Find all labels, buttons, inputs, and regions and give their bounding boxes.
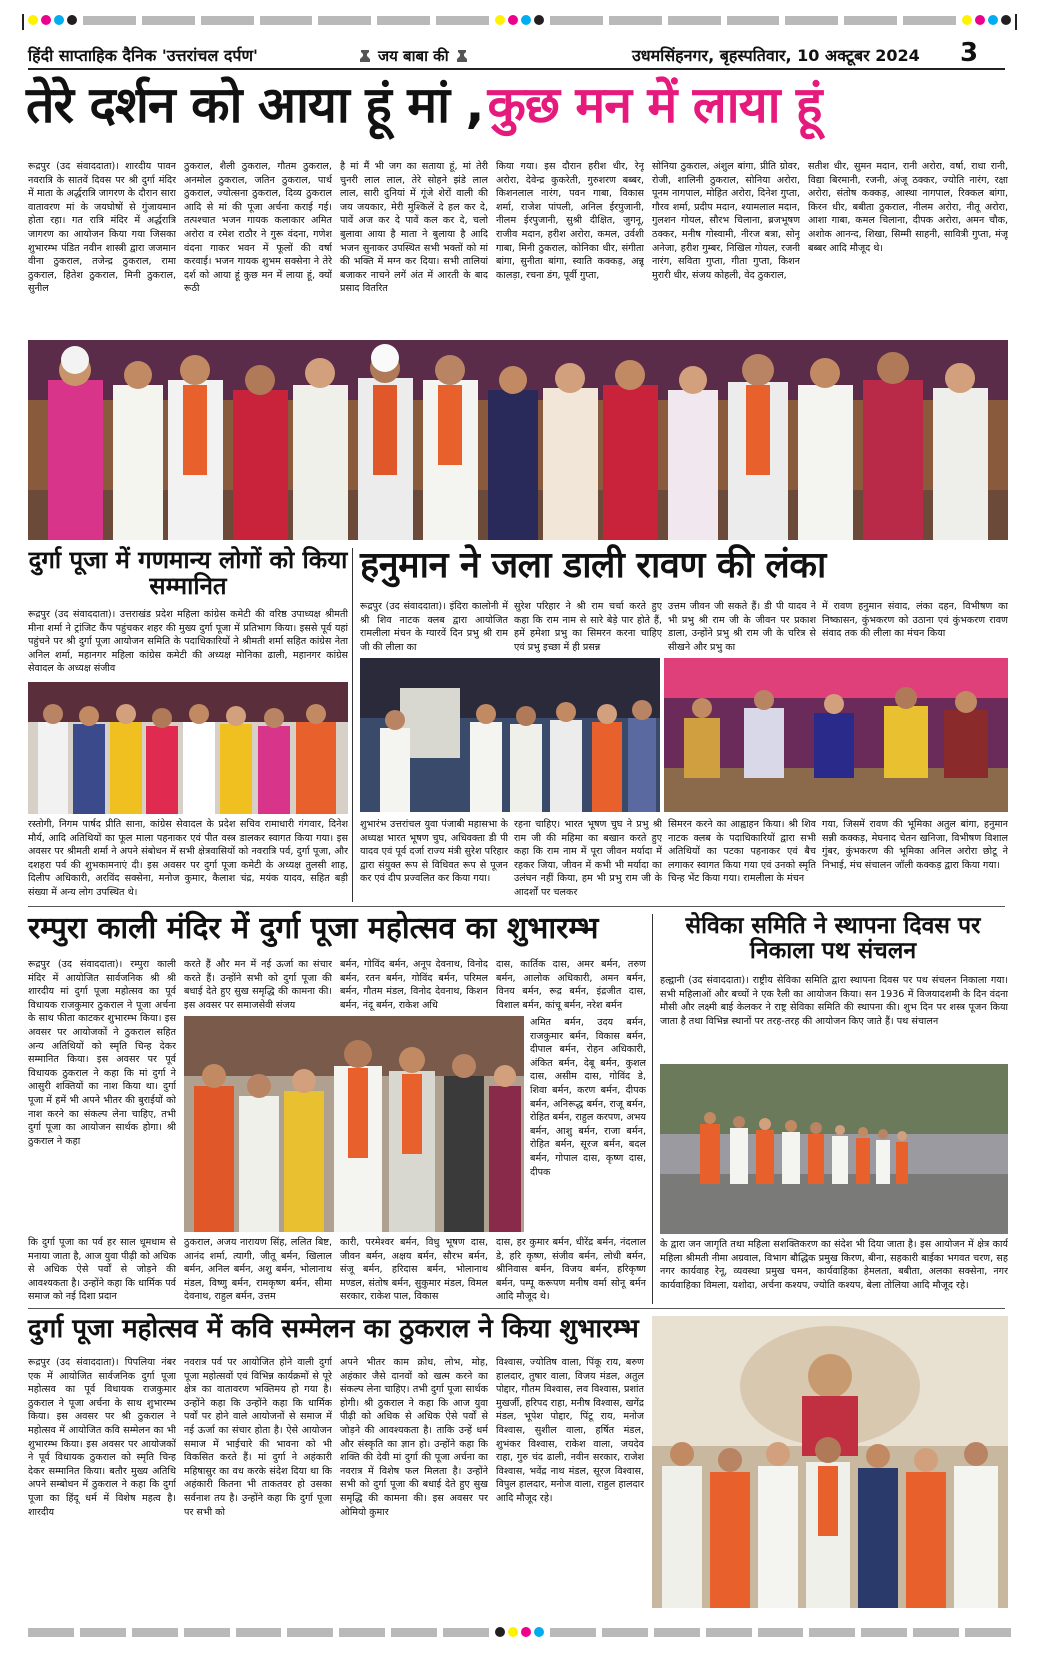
story6-headline: दुर्गा पूजा महोत्सव में कवि सम्मेलन का ठुकराल ने किया शुभारम्भ	[28, 1314, 639, 1344]
story4-column-2: करते हैं और मन में नई ऊर्जा का संचार करते हैं। उन्होंने सभी को दुर्गा पूजा की बधाई देते हुए सुख समृद्धि की कामना की। इस अवसर पर समाजसेवी संजय	[184, 959, 332, 1011]
story5-headline: सेविका समिति ने स्थापना दिवस पर निकाला पथ संचलन	[685, 913, 981, 964]
story4-headline: रम्पुरा काली मंदिर में दुर्गा पूजा महोत्सव का शुभारम्भ	[28, 911, 599, 946]
story4-column-3: बर्मन, गोविंद बर्मन, अनूप देवनाथ, विनोद बर्मन, रतन बर्मन, गोविंद बर्मन, परिमल बर्मन, गौतम मंडल, विनोद देवनाथ, किशन बर्मन, नंदू बर्मन, राकेश अधि	[340, 959, 488, 1011]
path-sanchalan-rally-photo	[660, 1064, 1008, 1234]
story1-column-5: सोनिया ठुकराल, अंशुल बांगा, प्रीति ग्रोवर, रोजी, शालिनी ठुकराल, सोनिया अरोरा, पूनम नागपाल, मोहित अरोरा, दिनेश गुप्ता, गौरव शर्मा, प्रदीप मदान, श्यामलाल मदान, गुलशन गोयल, सौरभ चिलाना, ब्रजभूषण ठक्कर, मनीष गोस्वामी, नीरज बत्रा, सोनू अनेजा, हरीश गुम्बर, निखिल गोयल, रजनी नारंग, सविता गुप्ता, गीता गुप्ता, किशन मुरारी धीर, संजय कोहली, वेद ठुकराल,	[652, 161, 800, 281]
story6-column-4: विश्वास, ज्योतिष वाला, पिंकू राय, बरुण हालदार, तुषार वाला, विजय मंडल, अतुल पोद्दार, गौतम विश्वास, लव विश्वास, प्रशांत मुखर्जी, हरिपद राहा, मनीष विश्वास, खगेंद्र मंडल, भूपेश पोद्दार, पिंटू राय, मनोज विश्वास, सुशील वाला, हर्षित मंडल, शुभंकर विश्वास, राकेश वाला, जयदेव राहा, गुरु चंद ढाली, नवीन सरकार, राजेश विश्वास, भवेंद्र नाथ मंडल, सूरज विश्वास, विपुल हालदार, मनोज वाला, राहुल हालदार आदि मौजूद रहे।	[496, 1357, 644, 1504]
kavi-sammelan-photo	[652, 1316, 1008, 1608]
story3-column-1: रूद्रपुर (उद संवाददाता)। इंदिरा कालोनी में श्री शिव नाटक क्लब द्वारा आयोजित रामलीला मंचन के ग्यारवें दिन प्रभु श्री राम जी की लीला का	[360, 601, 508, 653]
story1-headline-part2: कुछ मन में लाया हूं	[487, 76, 822, 134]
motto-text: जय बाबा की	[378, 47, 449, 65]
urn-icon	[358, 48, 372, 64]
story6-column-3: अपने भीतर काम क्रोध, लोभ, मोह, अहंकार जैसे दानवों को खत्म करने का संकल्प लेना चाहिए। तभी दुर्गा पूजा सार्थक होगी। श्री ठुकराल ने कहा कि आज युवा पीढ़ी को अधिक से अधिक ऐसे पर्वों से जोड़ने की आवश्यकता है। ताकि उन्हें धर्म और संस्कृति का ज्ञान हो। उन्होंने कहा कि शक्ति की देवी मां दुर्गा की पूजा अर्चना का नवरात्र में विशेष फल मिलता है। उन्होंने सभी को दुर्गा पूजा की बधाई देते हुए सुख समृद्धि की कामना की। इस अवसर पर ओमियो कुमार	[340, 1357, 488, 1518]
story4-lower-column-1: कि दुर्गा पूजा का पर्व हर साल धूमधाम से मनाया जाता है, आज युवा पीढ़ी को अधिक से अधिक ऐसे पर्वों से जोड़ने की आवश्यकता है। उन्होंने कहा कि धार्मिक पर्व समाज को नई दिशा प्रदान	[28, 1237, 176, 1303]
color-registration-bar-top	[28, 14, 1011, 26]
story1-column-4: किया गया। इस दौरान हरीश धीर, रेनू अरोरा, देवेन्द्र कुकरेती, गुरुशरण बब्बर, किशनलाल नारंग, पवन गाबा, विकास शर्मा, राजेश पांपली, अनिल ईरपुजानी, नीलम ईरपुजानी, सुश्री दीक्षित, जुगनू, राजीव मदान, हरीश अरोरा, कमल, उर्वशी गाबा, मिनी ठुकराल, कोनिका धीर, संगीता बांगा, सुनीता बांगा, स्वाति कक्कड़, अन्नू कालड़ा, रचना डंग, पूर्वी गुप्ता,	[496, 161, 644, 281]
story1-column-1: रूद्रपुर (उद संवाददाता)। शारदीय पावन नवरात्रि के सातवें दिवस पर श्री दुर्गा मंदिर में माता के अर्द्धरात्रि जागरण के दौरान सारा वातावरण मां के जयघोषों से गुंजायमान होता रहा। गत रात्रि मंदिर में अर्द्धरात्रि जागरण का आयोजन किया गया जिसका शुभारम्भ पंडित नवीन शास्त्री द्वारा जजमान वीना ठुकराल, तजेन्द्र ठुकराल, रामा ठुकराल, हितेश ठुकराल, मिनी ठुकराल, सुनील	[28, 161, 176, 295]
jagran-group-photo	[28, 340, 1008, 540]
story2-body: रस्तोगी, निगम पार्षद प्रीति साना, कांग्रेस सेवादल के प्रदेश सचिव रामाधारी गंगवार, दिनेश मौर्य, आदि अतिथियों का फूल माला पहनाकर एवं पीत वस्त्र डालकर स्वागत किया गया। इस अवसर पर श्रीमती शर्मा ने अपने संबोधन में सभी क्षेत्रवासियों को नवरात्रि पर्व, दुर्गा पूजा, और दशहरा पर्व की शुभकामनाएं दी। इस अवसर पर दुर्गा पूजा कमेटी के अध्यक्ष तुलसी शाह, दिलीप अधिकारी, अरविंद सक्सेना, मनोज कुमार, कैलाश चंद्र, मयंक यादव, सहित बड़ी संख्या में अन्य लोग उपस्थित थे।	[28, 819, 348, 898]
story6-column-1: रूद्रपुर (उद संवाददाता)। पिपलिया नंबर एक में आयोजित सार्वजनिक दुर्गा पूजा महोत्सव का पूर्व विधायक राजकुमार ठुकराल ने पूजा अर्चना के साथ शुभारम्भ किया। इस अवसर पर श्री ठुकराल ने महोत्सव में आयोजित कवि सम्मेलन का भी शुभारम्भ किया। इस अवसर पर आयोजकों ने पूर्व विधायक ठुकराल को स्मृति चिन्ह देकर सम्मानित किया। बतौर मुख्य अतिथि अपने सम्बोधन में ठुकराल ने कहा कि दुर्गा पूजा का हिंदू धर्म में विशेष महत्व है। शारदीय	[28, 1357, 176, 1518]
ramlila-guests-photo	[360, 658, 660, 812]
crop-mark	[1015, 14, 1031, 30]
urn-icon	[455, 48, 469, 64]
story3-column-2: सुरेश परिहार ने श्री राम चर्चा करते हुए कहा कि राम नाम से सारे बेड़े पार होते हैं, हमें हमेशा प्रभु का सिमरन करना चाहिए एवं प्रभु इच्छा में ही प्रसन्न	[514, 601, 662, 653]
story1-column-3: है मां मैं भी जग का सताया हूं, मां तेरी चुनरी लाल लाल, तेरे सोहने झंडे लाल लाल, सारी दुनियां में गूंजे शेरों वाली की जय जयकार, मेरी मुश्किलें दे हल कर दे, पावें अज कर दे पावें कल कर दे, चलो बुलावा आया है माता ने बुलाया है आदि भजन सुनाकर उपस्थित सभी भक्तों को मां की भक्ति में मग्न कर दिया। सभी तालियां बजाकर नाचने लगें अंत में आरती के बाद प्रसाद वितरित	[340, 161, 488, 295]
section-rule	[28, 906, 1005, 907]
story3-headline: हनुमान ने जला डाली रावण की लंका	[360, 545, 826, 586]
story3-lower-column-2: रहना चाहिए। भारत भूषण चुघ ने प्रभु श्री राम जी की महिमा का बखान करते हुए कहा कि राम नाम में पूरा जीवन मर्यादा में रहकर जिया, जीवन में कभी भी मर्यादा का उलंघन नहीं किया, हम भी प्रभु राम जी के आदर्शों पर चलकर	[514, 819, 662, 898]
column-rule	[352, 548, 353, 902]
column-rule	[652, 914, 653, 1304]
kali-temple-inauguration-photo	[184, 1016, 524, 1232]
story3-lower-column-4: गया, जिसमें रावण की भूमिका अतुल बांगा, हनुमान सन्नी कक्कड़, मेघनाद चेतन खनिजा, विभीषण विशाल गुंबर, कुंभकरण की भूमिका अनिल अरोरा छोटू ने निभाई, मंच संचालन जॉली कक्कड़ द्वारा किया गया।	[822, 819, 1008, 871]
story2-intro: रूद्रपुर (उद संवाददाता)। उत्तराखंड प्रदेश महिला कांग्रेस कमेटी की वरिष्ठ उपाध्यक्ष श्रीमती मीना शर्मा ने ट्रांजिट कैंप पहुंचकर शहर की मुख्य दुर्गा पूजा में प्रतिभाग किया। इससे पूर्व यहां पहुंचने पर श्री दुर्गा पूजा आयोजन समिति के पदाधिकारियों ने श्रीमती शर्मा सहित कांग्रेस नेता अनिल शर्मा, महानगर महिला कांग्रेस कमेटी की अध्यक्ष मोनिका ढाली, महानगर कांग्रेस सेवादल के अध्यक्ष संजीव	[28, 609, 348, 675]
story5-top-text: हल्द्वानी (उद संवाददाता)। राष्ट्रीय सेविका समिति द्वारा स्थापना दिवस पर पथ संचलन निकाला गया। सभी महिलाओं और बच्चों ने एक रैली का आयोजन किया। सन 1936 में विजयादशमी के दिन वंदना मौसी और लक्ष्मी बाई केलकर ने राष्ट्र सेविका समिति की स्थापना की। शुभ दिन पर शस्त्र पूजन किया जाता है तथा विभिन्न स्थानों पर तरह-तरह की आयोजन किए जाते हैं। पथ संचालन	[660, 975, 1008, 1027]
color-registration-bar-bottom	[28, 1626, 1011, 1638]
story3-column-4: में रावण हनुमान संवाद, लंका दहन, विभीषण का निष्कासन, कुंभकरण को उठाना एवं कुंभकरण रावण संवाद तक की लीला का मंचन किया	[822, 601, 1008, 640]
story4-lower-column-2: ठुकराल, अजय नारायण सिंह, ललित बिष्ट, आनंद शर्मा, त्यागी, जीतू बर्मन, खिलाल बर्मन, अनिल बर्मन, अशु बर्मन, भोलानाथ मंडल, विष्णु बर्मन, रामकृष्ण बर्मन, सीमा देवनाथ, राहुल बर्मन, उत्तम	[184, 1237, 332, 1303]
story2-headline: दुर्गा पूजा में गणमान्य लोगों को किया सम्मानित	[28, 546, 348, 600]
story1-column-6: सतीश धीर, सुमन मदान, रानी अरोरा, वर्षा, राधा रानी, विद्या बिरमानी, रजनी, अंजू ठक्कर, ज्योति नारंग, रक्षा अरोरा, संतोष कक्कड़, आस्था नागपाल, रिक्कल बांगा, किरन धीर, बबीता ठुकराल, नीलम अरोरा, नीतू अरोरा, आशा गाबा, कमल चिलाना, दीपक अरोरा, अमन चौक, अशोक आनन्द, शिखा, सिम्मी साहनी, सावित्री गुप्ता, मंजू बब्बर आदि मौजूद थे।	[808, 161, 1008, 254]
section-rule	[28, 1308, 1005, 1309]
story4-column-4: दास, कार्तिक दास, अमर बर्मन, तरुण बर्मन, आलोक अधिकारी, अमन बर्मन, विनय बर्मन, रूद्र बर्मन, इंद्रजीत दास, विशाल बर्मन, कांचू बर्मन, नरेश बर्मन	[496, 959, 646, 1011]
story3-lower-column-3: सिमरन करने का आह्वाहन किया। श्री शिव नाटक क्लब के पदाधिकारियों द्वारा सभी अतिथियों का पटका पहनाकर एवं बैच लगाकर स्वागत किया गया एवं उनको स्मृति चिन्ह भेंट किया गया। रामलीला के मंचन	[668, 819, 816, 885]
story4-lower-column-4: दास, हर कुमार बर्मन, धीरेंद्र बर्मन, नंदलाल डे, हरि कृष्ण, संजीव बर्मन, लोधी बर्मन, श्रीनिवास बर्मन, विजय बर्मन, हरिकृष्ण बर्मन, पम्पू करूपण मनीष वर्मा सोनू बर्मन आदि मौजूद थे।	[496, 1237, 646, 1303]
durga-puja-felicitation-photo	[28, 682, 348, 814]
page-number: 3	[960, 38, 979, 68]
story4-column-1: रूद्रपुर (उद संवाददाता)। रम्पुरा काली मंदिर में आयोजित सार्वजनिक श्री श्री शारदीय मां दुर्गा पूजा महोत्सव का पूर्व विधायक राजकुमार ठुकराल ने पूजा अर्चना के साथ फीता काटकर शुभारम्भ किया। इस अवसर पर आयोजकों ने ठुकराल सहित अन्य अतिथियों को स्मृति चिन्ह देकर सम्मानित किया। इस अवसर पर पूर्व विधायक ठुकराल ने कहा कि मां दुर्गा ने आसुरी शक्तियों का नाश किया था। दुर्गा पूजा में हमें भी अपने भीतर की बुराईयों को नाश करने का संकल्प लेना चाहिए, तभी दुर्गा पूजा का आयोजन सार्थक होगा। श्री ठुकराल ने कहा	[28, 959, 176, 1147]
dateline: उधमसिंहनगर, बृहस्पतिवार, 10 अक्टूबर 2024	[632, 46, 920, 65]
story5-bottom-text: के द्वारा जन जागृति तथा महिला सशक्तिकरण का संदेश भी दिया जाता है। इस आयोजन में क्षेत्र कार्य महिला श्रीमती नीमा अग्रवाल, विभाग बौद्धिक प्रमुख किरण, बीना, सहकारी बाईका भगवत चरण, सह नगर कार्यवाह रेनू, व्यवस्था प्रमुख चमन, कार्यवाहिका हेमलता, बबीता, अलका सक्सेना, नगर कार्यवाहिका विमला, यशोदा, अर्चना कश्यप, ज्योति कश्यप, बेला तोलिया आदि मौजूद रहे।	[660, 1239, 1008, 1291]
crop-mark	[8, 14, 24, 30]
story4-column-4-side: अमित बर्मन, उदय बर्मन, राजकुमार बर्मन, विकास बर्मन, दीपाल बर्मन, रोहन अधिकारी, अंकित बर्मन, देबू बर्मन, कुशल दास, असीम दास, गोविंद डे, शिवा बर्मन, करण बर्मन, दीपक बर्मन, अनिरूद्ध बर्मन, राजू बर्मन, रोहित बर्मन, राहुल करपण, अभय बर्मन, आशु बर्मन, राजा बर्मन, रोहित बर्मन, सूरज बर्मन, बदल बर्मन, गोपाल दास, कृष्ण दास, दीपक	[530, 1017, 646, 1178]
story3-lower-column-1: शुभारंभ उत्तरांचल युवा पंजाबी महासभा के अध्यक्ष भारत भूषण चुघ, अधिवक्ता डी पी यादव एवं पूर्व दर्जा राज्य मंत्री सुरेश परिहार द्वारा संयुक्त रूप से विधिवत रूप से पूजन कर एवं दीप प्रज्वलित कर किया गया।	[360, 819, 508, 885]
motto	[358, 46, 469, 66]
paper-name: हिंदी साप्ताहिक दैनिक 'उत्तरांचल दर्पण'	[28, 46, 258, 65]
ramlila-stage-photo	[664, 658, 1008, 812]
story4-lower-column-3: कारी, परमेश्वर बर्मन, विधु भूषण दास, जीवन बर्मन, अक्षय बर्मन, सौरभ बर्मन, संजू बर्मन, हरिदास बर्मन, भोलानाथ मण्डल, संतोष बर्मन, सुकुमार मंडल, विमल सरकार, राकेश पाल, विकास	[340, 1237, 488, 1303]
story1-column-2: ठुकराल, शैली ठुकराल, गौतम ठुकराल, अनमोल ठुकराल, जतिन ठुकराल, पार्थ ठुकराल, ज्योत्सना ठुकराल, दिव्य ठुकराल आदि से मां की पूजा अर्चना कराई गई। तत्पश्चात भजन गायक कलाकार अमित अरोरा व रमेश राठौर ने गुरू वंदना, गणेश वंदना गाकर भवन में फूलों की वर्षा करवाई। भजन गायक शुभम सक्सेना ने तेरे दर्श को आया हूं कुछ मन में लाया हूं, क्यों रूठी	[184, 161, 332, 295]
story1-headline	[26, 76, 822, 134]
header-rule	[28, 68, 1005, 70]
story6-column-2: नवरात्र पर्व पर आयोजित होने वाली दुर्गा पूजा महोत्सवों एवं विभिन्न कार्यक्रमों से पूरे क्षेत्र का वातावरण भक्तिमय हो गया है। उन्होंने कहा कि उन्होंने कहा कि धार्मिक पर्वों पर होने वाले आयोजनों से समाज में नई ऊर्जा का संचार होता है। ऐसे आयोजन समाज में भाईचारे की भावना को भी विकसित करते हैं। मां दुर्गा ने अहंकारी महिषासुर का वध करके संदेश दिया था कि अहंकारी कितना भी ताकतवर हो उसका सर्वनाश तय है। उन्होंने कहा कि दुर्गा पूजा पर सभी को	[184, 1357, 332, 1518]
story1-headline-part1: तेरे दर्शन को आया हूं मां ,	[26, 76, 484, 134]
story3-column-3: उत्तम जीवन जी सकते हैं। डी पी यादव ने भी प्रभु श्री राम जी के जीवन पर प्रकाश डाला, उन्होंने प्रभु श्री राम जी के चरित्र से सीखने और प्रभु का	[668, 601, 816, 653]
